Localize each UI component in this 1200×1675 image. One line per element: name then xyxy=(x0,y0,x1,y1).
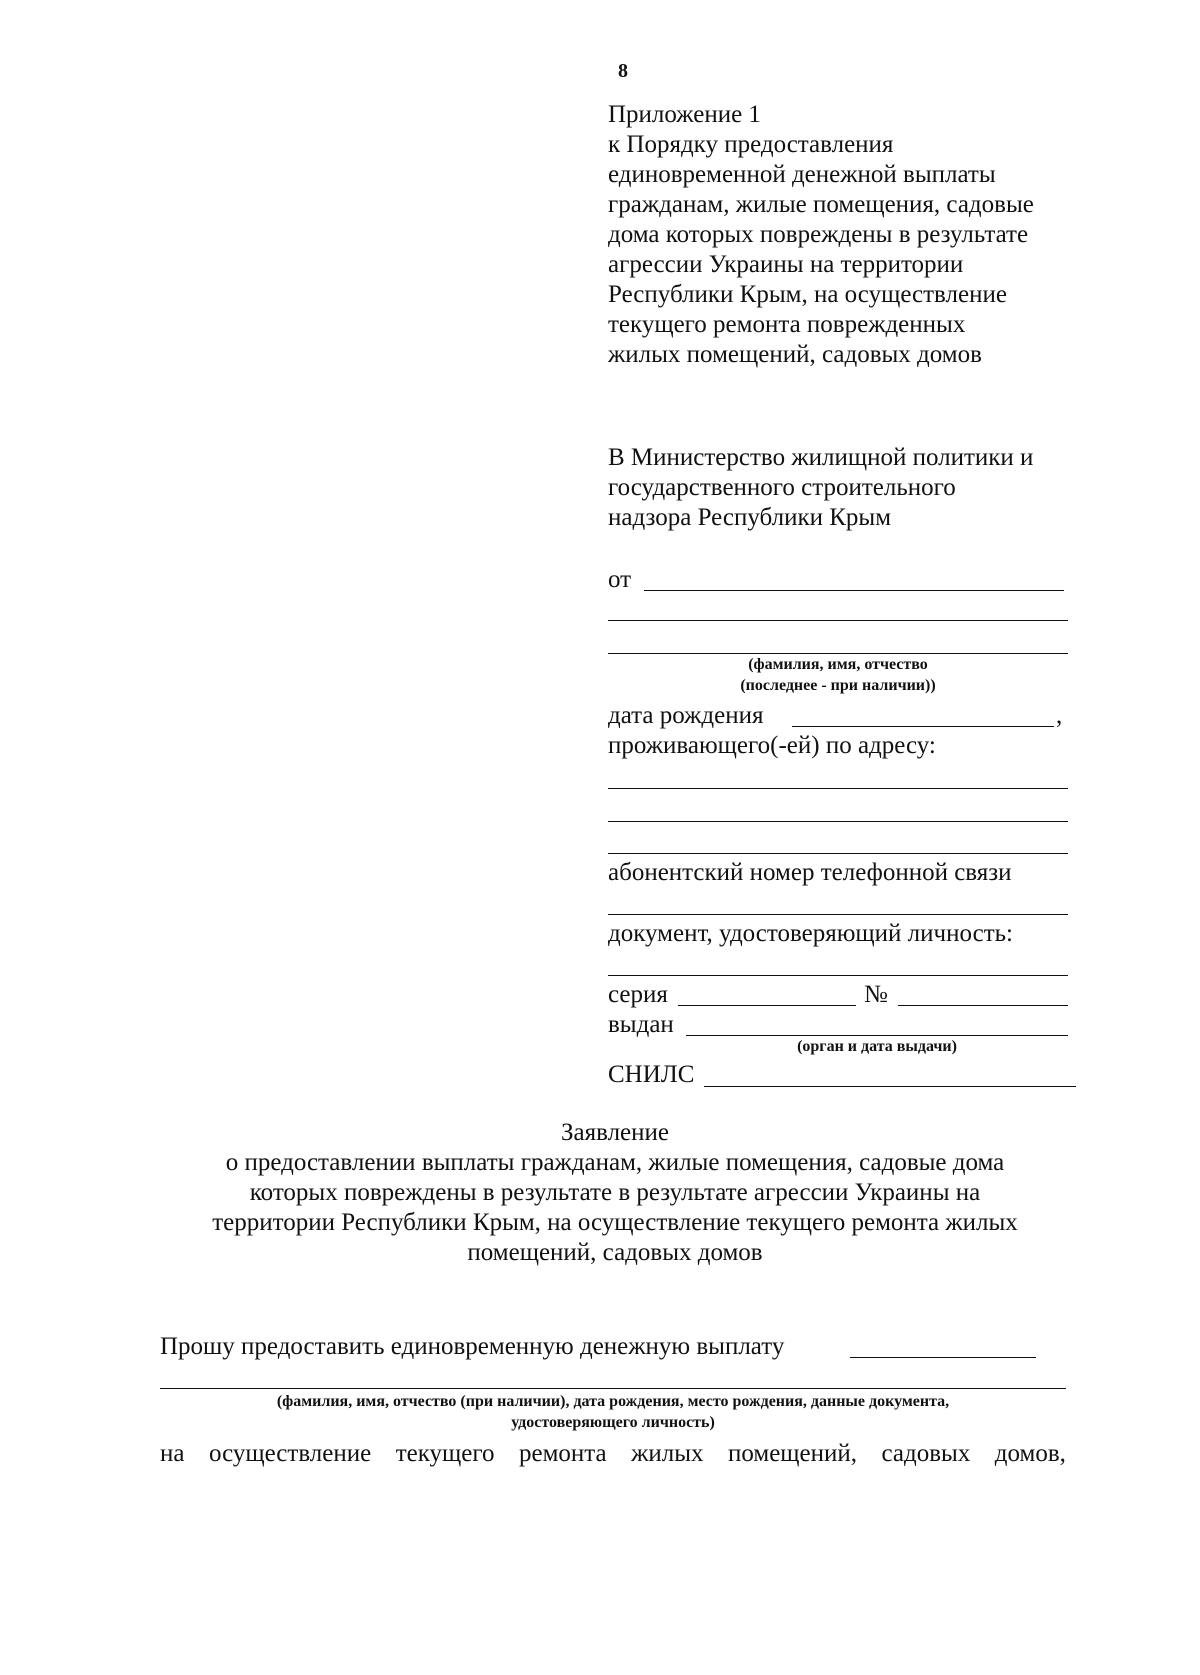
annex-line: текущего ремонта поврежденных xyxy=(608,311,966,338)
purpose-word: домов, xyxy=(994,1440,1066,1467)
address-input-line-1[interactable] xyxy=(608,788,1068,789)
id-document-label: документ, удостоверяющий личность: xyxy=(608,920,1013,947)
statement-subtitle-line: помещений, садовых домов xyxy=(467,1239,763,1266)
statement-title: Заявление xyxy=(560,1119,670,1146)
annex-line: единовременной денежной выплаты xyxy=(608,161,996,188)
issued-input-line[interactable] xyxy=(686,1035,1068,1036)
statement-subtitle-line: территории Республики Крым, на осуществление текущего ремонта жилых xyxy=(212,1209,1018,1236)
purpose-word: помещений, xyxy=(727,1440,858,1467)
purpose-word: осуществление xyxy=(208,1440,372,1467)
annex-line: к Порядку предоставления xyxy=(608,131,894,158)
annex-line: агрессии Украины на территории xyxy=(608,251,964,278)
request-input-line-1[interactable] xyxy=(850,1357,1036,1358)
series-label: серия xyxy=(608,981,668,1008)
address-input-line-2[interactable] xyxy=(608,821,1068,822)
addressee-line: В Министерство жилищной политики и xyxy=(608,444,1034,471)
statement-subtitle-line: о предоставлении выплаты гражданам, жилые помещения, садовые дома xyxy=(225,1149,1005,1176)
annex-block xyxy=(608,100,1088,370)
birth-date-label: дата рождения xyxy=(608,702,764,729)
fio-input-line-1[interactable] xyxy=(644,590,1064,591)
issued-label: выдан xyxy=(608,1011,674,1038)
issued-caption: (орган и дата выдачи) xyxy=(797,1038,957,1055)
request-caption-note: удостоверяющего личность) xyxy=(511,1414,715,1431)
statement-heading xyxy=(150,1118,1080,1268)
purpose-word: текущего xyxy=(395,1440,495,1467)
purpose-word: жилых xyxy=(631,1440,704,1467)
fio-input-line-3[interactable] xyxy=(608,653,1068,654)
annex-line: гражданам, жилые помещения, садовые xyxy=(608,191,1034,218)
birth-date-comma: , xyxy=(1056,702,1063,729)
request-input-line-2[interactable] xyxy=(160,1388,1066,1389)
address-label: проживающего(-ей) по адресу: xyxy=(608,732,936,759)
number-label: № xyxy=(864,981,888,1008)
address-input-line-3[interactable] xyxy=(608,853,1068,854)
annex-line: Республики Крым, на осуществление xyxy=(608,281,1007,308)
addressee-line: надзора Республики Крым xyxy=(608,504,892,531)
request-text: Прошу предоставить единовременную денежную выплату xyxy=(160,1333,785,1360)
number-input-line[interactable] xyxy=(898,1005,1068,1006)
purpose-line xyxy=(160,1440,1066,1468)
addressee-line: государственного строительного xyxy=(608,474,956,501)
birth-date-input-line[interactable] xyxy=(792,726,1054,727)
annex-line: Приложение 1 xyxy=(608,101,761,128)
annex-line: жилых помещений, садовых домов xyxy=(608,341,982,368)
purpose-word: ремонта xyxy=(518,1440,607,1467)
purpose-word: садовых xyxy=(881,1440,971,1467)
statement-subtitle-line: которых повреждены в результате в результате агрессии Украины на xyxy=(249,1179,981,1206)
request-caption: (фамилия, имя, отчество (при наличии), дата рождения, место рождения, данные документа, xyxy=(276,1393,950,1410)
annex-line: дома которых повреждены в результате xyxy=(608,221,1029,248)
fio-caption: (фамилия, имя, отчество xyxy=(748,656,928,673)
phone-input-line[interactable] xyxy=(608,914,1068,915)
snils-input-line[interactable] xyxy=(704,1086,1076,1087)
page-number: 8 xyxy=(618,60,628,82)
series-input-line[interactable] xyxy=(678,1005,856,1006)
addressee-block xyxy=(608,443,1088,533)
purpose-word: на xyxy=(160,1440,185,1467)
from-label: от xyxy=(608,566,632,593)
snils-label: СНИЛС xyxy=(608,1061,695,1088)
fio-input-line-2[interactable] xyxy=(608,620,1068,621)
phone-label: абонентский номер телефонной связи xyxy=(608,859,1012,886)
fio-caption-note: (последнее - при наличии)) xyxy=(740,677,936,694)
id-document-input-line[interactable] xyxy=(608,975,1068,976)
